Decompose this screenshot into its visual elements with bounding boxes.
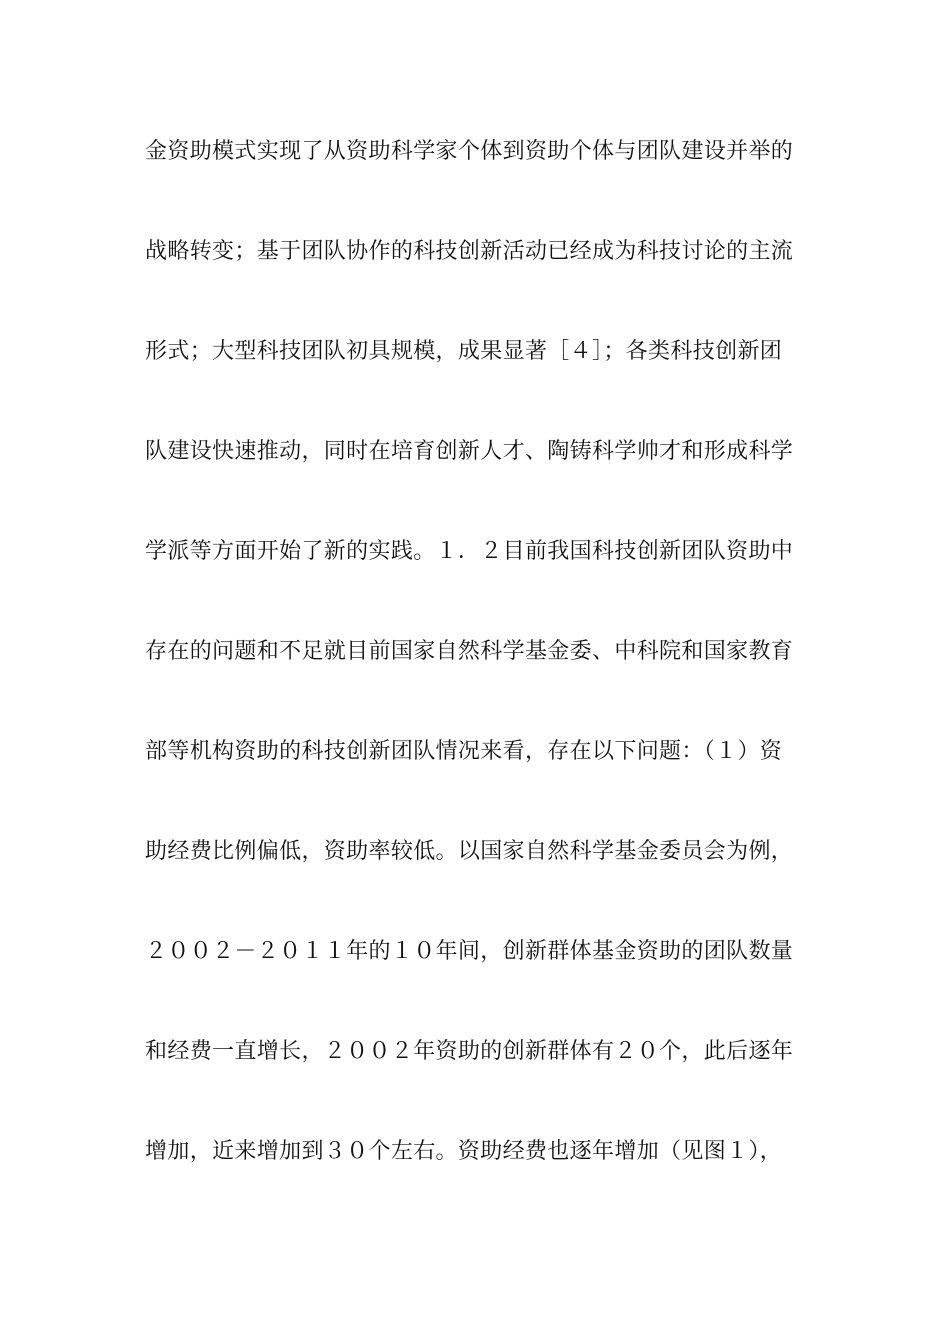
text-line-5: 学派等方面开始了新的实践。１．２目前我国科技创新团队资助中 bbox=[145, 539, 794, 564]
text-line-6: 存在的问题和不足就目前国家自然科学基金委、中科院和国家教育 bbox=[145, 639, 794, 664]
text-line-8: 助经费比例偏低，资助率较低。以国家自然科学基金委员会为例， bbox=[145, 839, 794, 864]
text-line-7: 部等机构资助的科技创新团队情况来看，存在以下问题：（１）资 bbox=[145, 739, 783, 764]
body-text bbox=[145, 128, 807, 1228]
text-line-3: 形式；大型科技团队初具规模，成果显著［４］；各类科技创新团 bbox=[145, 339, 783, 364]
text-line-2: 战略转变；基于团队协作的科技创新活动已经成为科技讨论的主流 bbox=[145, 239, 794, 264]
text-line-1: 金资助模式实现了从资助科学家个体到资助个体与团队建设并举的 bbox=[145, 139, 794, 164]
text-line-11: 增加，近来增加到３０个左右。资助经费也逐年增加（见图１）， bbox=[145, 1139, 783, 1164]
text-line-4: 队建设快速推动，同时在培育创新人才、陶铸科学帅才和形成科学 bbox=[145, 439, 794, 464]
text-line-10: 和经费一直增长，２００２年资助的创新群体有２０个，此后逐年 bbox=[145, 1039, 794, 1064]
text-line-9: ２００２－２０１１年的１０年间，创新群体基金资助的团队数量 bbox=[145, 939, 794, 964]
